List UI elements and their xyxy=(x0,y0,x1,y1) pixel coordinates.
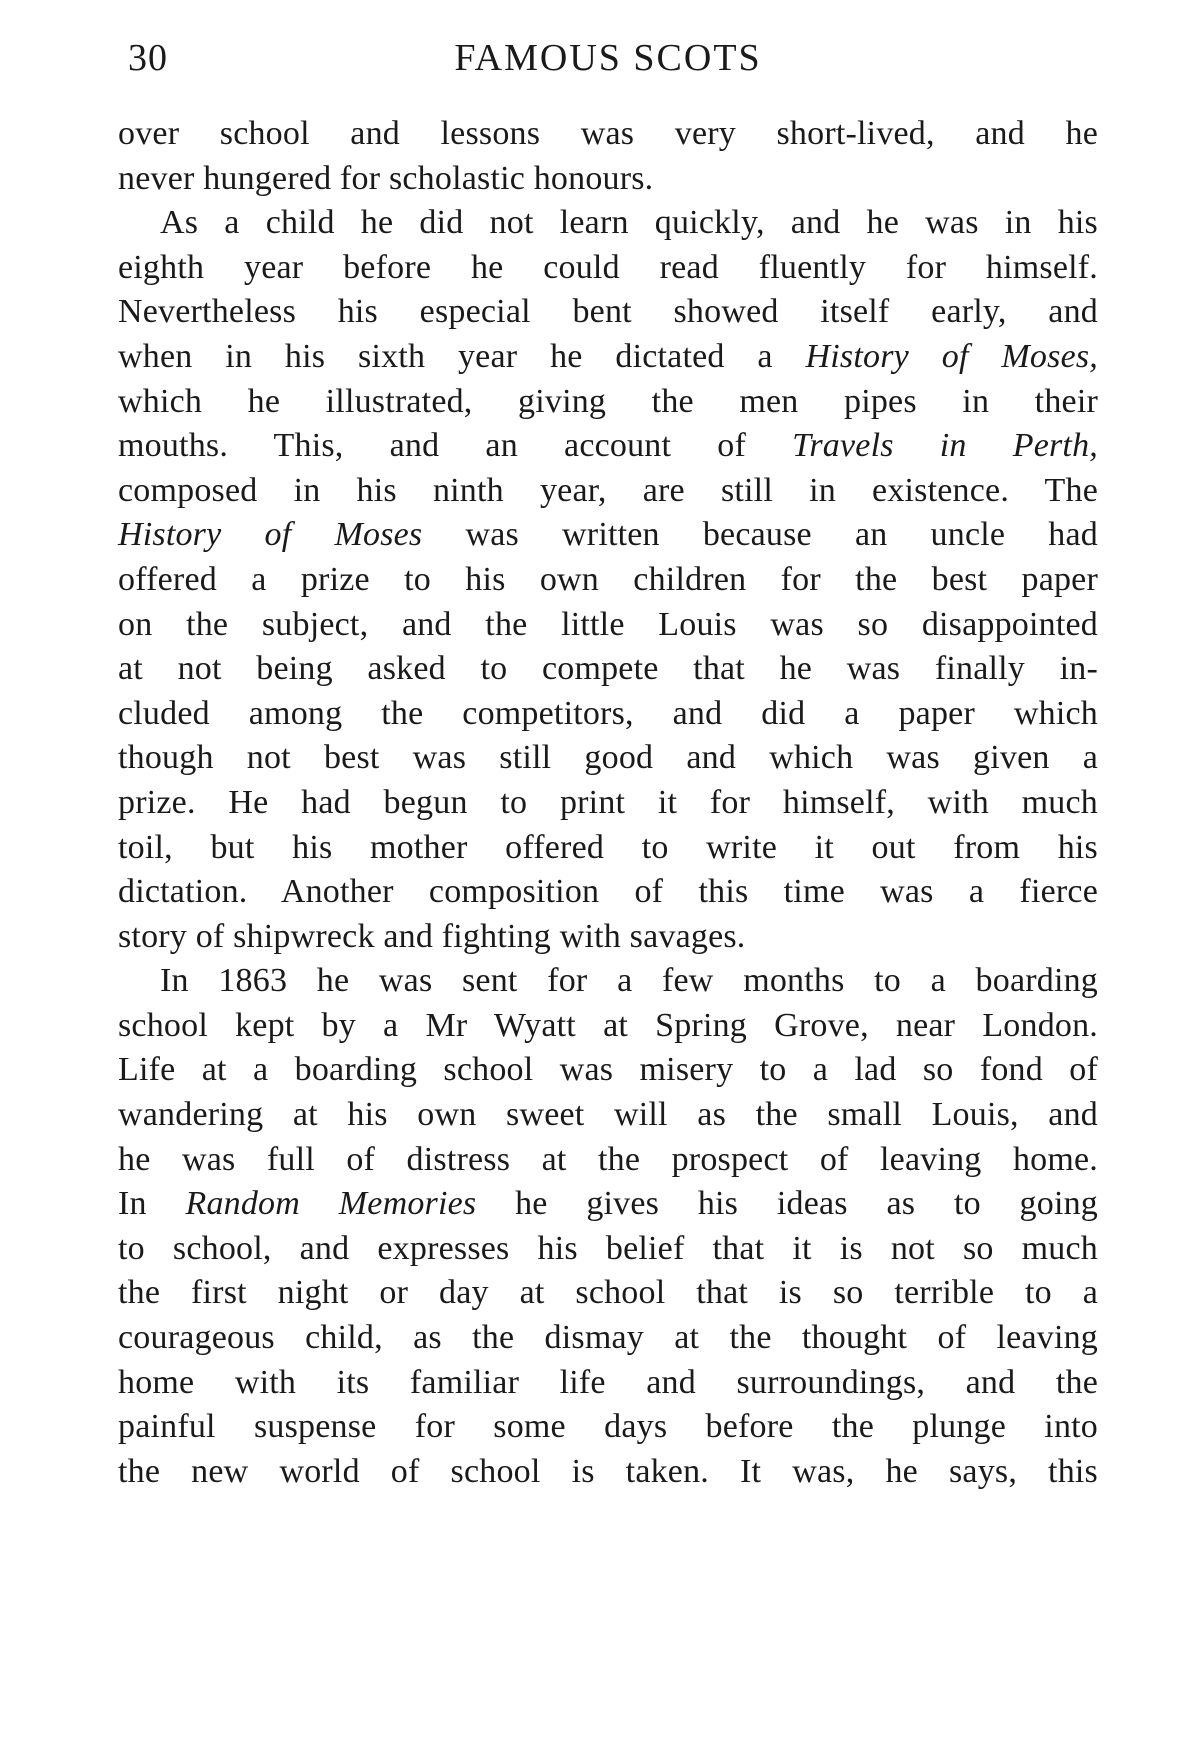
italic-title: Travels in Perth, xyxy=(792,427,1098,465)
text-segment: to school, and expresses his belief that it is not so much xyxy=(118,1229,1098,1267)
italic-title: History of Moses xyxy=(118,516,423,554)
body-text xyxy=(118,112,1098,1494)
page-number: 30 xyxy=(128,37,168,79)
text-segment: on the subject, and the little Louis was so disappointed xyxy=(118,605,1098,643)
text-segment: at not being asked to compete that he was finally in- xyxy=(118,650,1098,688)
text-segment: offered a prize to his own children for the best paper xyxy=(118,560,1098,598)
text-segment: over school and lessons was very short-lived, and he xyxy=(118,115,1098,152)
text-segment: he was full of distress at the prospect of leaving home. xyxy=(118,1140,1098,1178)
text-line xyxy=(118,736,1098,781)
text-segment: never hungered for scholastic honours. xyxy=(118,159,654,197)
text-line xyxy=(118,112,1098,157)
text-line xyxy=(118,781,1098,826)
text-line xyxy=(118,558,1098,603)
text-line xyxy=(118,647,1098,692)
text-line xyxy=(118,201,1098,246)
text-line xyxy=(118,246,1098,291)
text-segment: eighth year before he could read fluently for himself. xyxy=(118,248,1098,286)
text-segment: home with its familiar life and surroundings, and the xyxy=(118,1363,1098,1401)
text-line xyxy=(118,826,1098,871)
text-segment: In 1863 he was sent for a few months to a boarding xyxy=(160,962,1098,1000)
text-segment: dictation. Another composition of this time was a fierce xyxy=(118,873,1098,911)
text-segment: the new world of school is taken. It was, he says, this xyxy=(118,1452,1098,1490)
text-line xyxy=(118,603,1098,648)
text-line xyxy=(118,692,1098,737)
text-segment: cluded among the competitors, and did a paper which xyxy=(118,694,1098,732)
text-segment: prize. He had begun to print it for himself, with much xyxy=(118,783,1098,821)
italic-title: Random Memories xyxy=(185,1185,477,1223)
text-line xyxy=(118,1227,1098,1272)
text-line xyxy=(118,1048,1098,1093)
text-segment: when in his sixth year he dictated a xyxy=(118,337,806,375)
text-segment: the first night or day at school that is so terrible to a xyxy=(118,1274,1098,1312)
text-line xyxy=(118,959,1098,1004)
text-line xyxy=(118,870,1098,915)
text-segment: In xyxy=(118,1185,186,1223)
text-segment: toil, but his mother offered to write it out from his xyxy=(118,828,1098,866)
text-segment: painful suspense for some days before the plunge into xyxy=(118,1408,1098,1446)
text-line xyxy=(118,915,1098,960)
text-segment: story of shipwreck and fighting with savages. xyxy=(118,917,746,955)
page-header xyxy=(128,30,1088,90)
text-line xyxy=(118,469,1098,514)
text-line xyxy=(118,290,1098,335)
text-line xyxy=(118,1182,1098,1227)
running-title: FAMOUS SCOTS xyxy=(454,37,762,79)
text-segment: wandering at his own sweet will as the small Louis, and xyxy=(118,1096,1098,1134)
text-segment: composed in his ninth year, are still in existence. The xyxy=(118,471,1098,509)
text-segment: which he illustrated, giving the men pipes in their xyxy=(118,382,1098,420)
text-line xyxy=(118,335,1098,380)
text-segment: was written because an uncle had xyxy=(422,516,1098,554)
text-segment: school kept by a Mr Wyatt at Spring Grove, near London. xyxy=(118,1006,1098,1044)
text-line xyxy=(118,1361,1098,1406)
text-line xyxy=(118,1316,1098,1361)
text-line xyxy=(118,157,1098,202)
text-line xyxy=(118,424,1098,469)
text-segment: As a child he did not learn quickly, and he was in his xyxy=(160,204,1098,242)
text-segment: though not best was still good and which was given a xyxy=(118,739,1098,777)
text-line xyxy=(118,1450,1098,1495)
text-segment: Nevertheless his especial bent showed itself early, and xyxy=(118,293,1098,331)
italic-title: History of Moses, xyxy=(805,337,1098,375)
text-line xyxy=(118,1271,1098,1316)
text-line xyxy=(118,1004,1098,1049)
text-segment: Life at a boarding school was misery to a lad so fond of xyxy=(118,1051,1098,1089)
text-line xyxy=(118,1093,1098,1138)
text-line xyxy=(118,513,1098,558)
text-segment: he gives his ideas as to going xyxy=(476,1185,1098,1223)
text-segment: courageous child, as the dismay at the thought of leaving xyxy=(118,1319,1098,1357)
text-line xyxy=(118,1138,1098,1183)
text-line xyxy=(118,380,1098,425)
text-line xyxy=(118,1405,1098,1450)
text-segment: mouths. This, and an account of xyxy=(118,427,793,465)
